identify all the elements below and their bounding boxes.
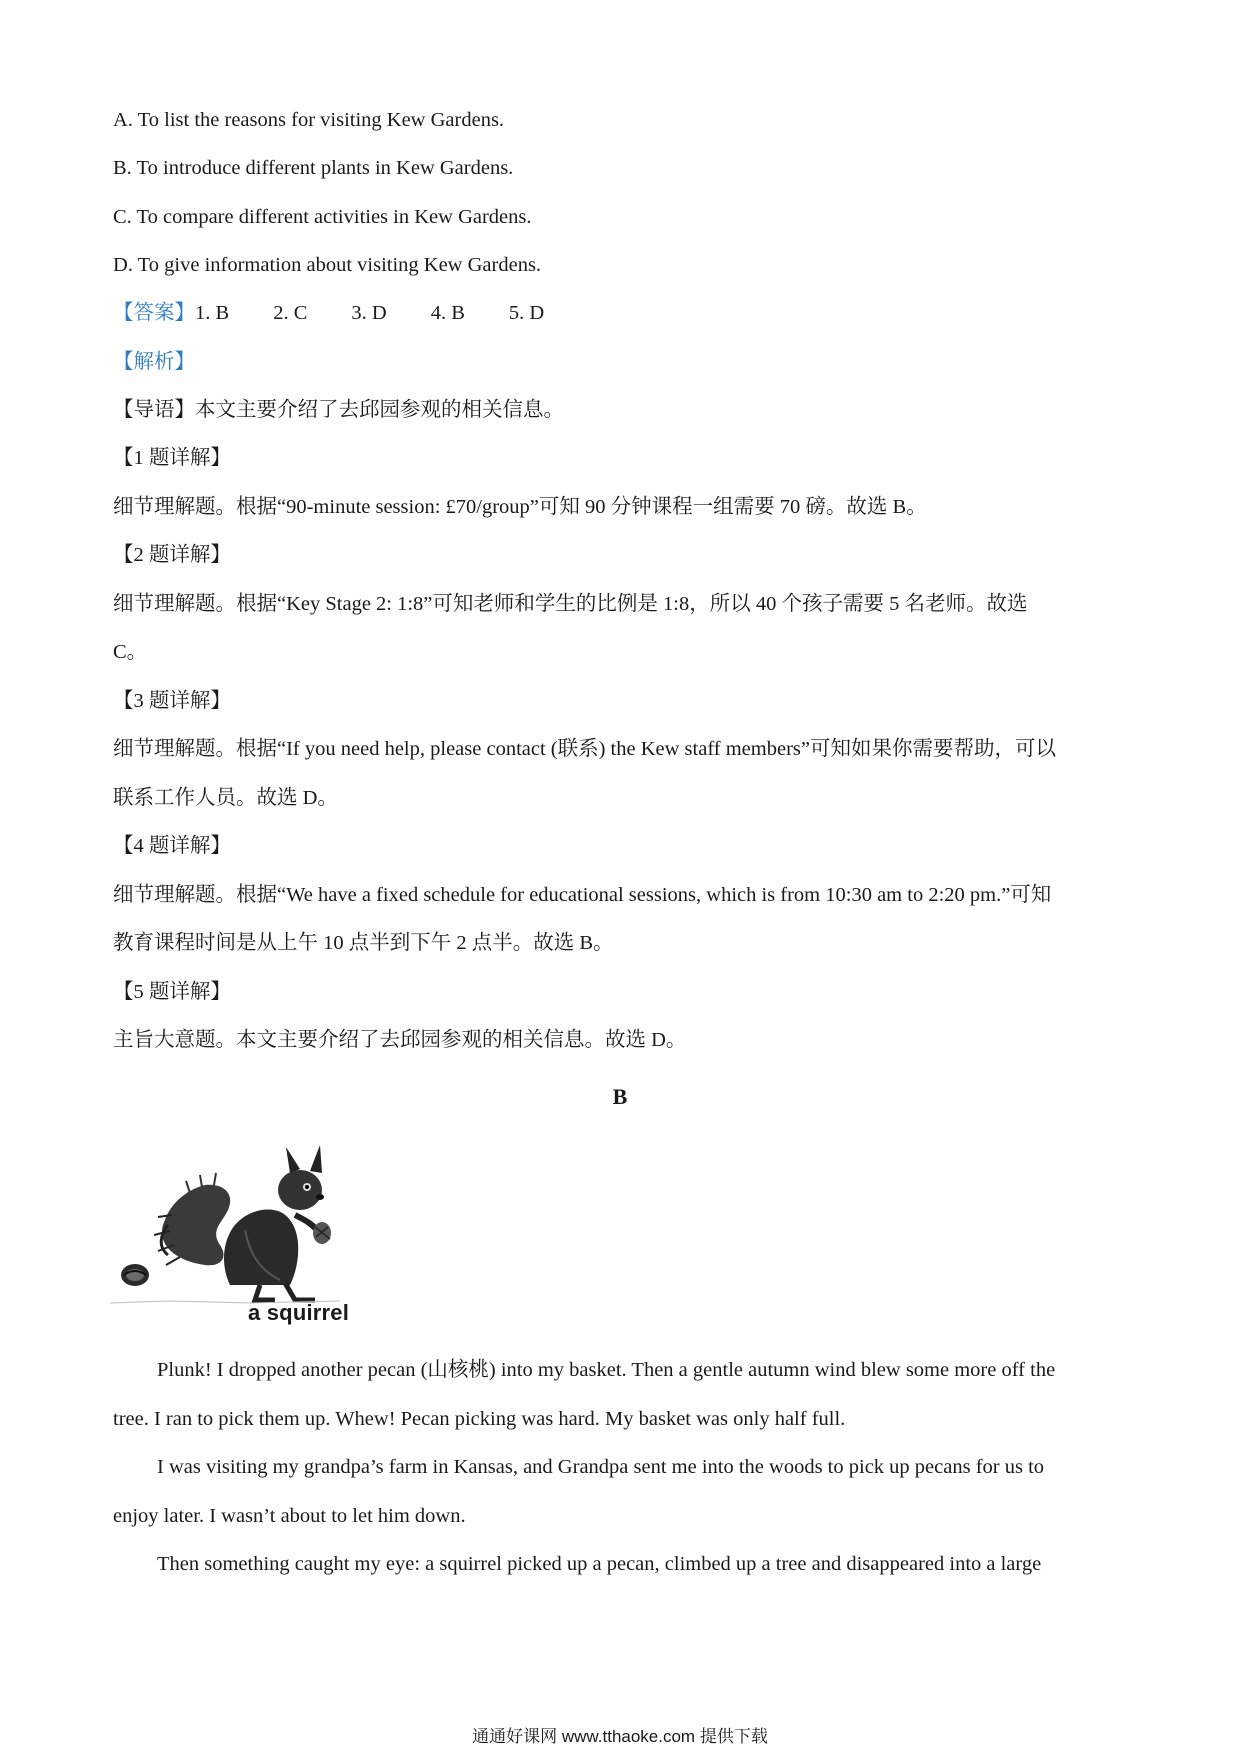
q5-title: 【5 题详解】 [113, 981, 231, 1003]
answer-item: 5. D [508, 302, 545, 324]
q5-text: 主旨大意题。本文主要介绍了去邱园参观的相关信息。故选 D。 [113, 1029, 687, 1051]
answer-item: 3. D [351, 302, 387, 324]
q3-text-line-1: 细节理解题。根据“If you need help, please contact (联系) the Kew staff members”可知如果你需要帮助，可以 [113, 738, 1056, 760]
answer-item: 4. B [430, 302, 465, 324]
answer-item: 2. C [273, 302, 308, 324]
paragraph-2-line-2: enjoy later. I wasn’t about to let him down. [113, 1505, 466, 1527]
option-d: D. To give information about visiting Kew Gardens. [113, 254, 542, 276]
q3-text-line-2: 联系工作人员。故选 D。 [113, 787, 338, 809]
q4-text-line-2: 教育课程时间是从上午 10 点半到下午 2 点半。故选 B。 [113, 932, 614, 954]
analysis-label: 【解析】 [113, 351, 195, 373]
answer-label: 【答案】 [113, 302, 195, 324]
q2-title: 【2 题详解】 [113, 544, 231, 566]
q4-title: 【4 题详解】 [113, 835, 231, 857]
q2-text-line-2: C。 [113, 641, 148, 663]
q1-title: 【1 题详解】 [113, 447, 231, 469]
q2-text-line-1: 细节理解题。根据“Key Stage 2: 1:8”可知老师和学生的比例是 1:8，所以 40 个孩子需要 5 名老师。故选 [113, 593, 1028, 615]
option-c: C. To compare different activities in Kew Gardens. [113, 206, 532, 228]
footer-watermark: 通通好课网 www.tthaoke.com 提供下载 [472, 1727, 768, 1746]
paragraph-1-line-2: tree. I ran to pick them up. Whew! Pecan picking was hard. My basket was only half full. [113, 1408, 846, 1430]
q4-text-line-1: 细节理解题。根据“We have a fixed schedule for educational sessions, which is from 10:30 am to 2:20 pm.”可知 [113, 884, 1052, 906]
paragraph-2-line-1: I was visiting my grandpa’s farm in Kansas, and Grandpa sent me into the woods to pick up pecans for us to [157, 1456, 1045, 1478]
q1-text: 细节理解题。根据“90-minute session: £70/group”可知 90 分钟课程一组需要 70 磅。故选 B。 [113, 496, 927, 518]
answer-line [113, 299, 588, 327]
paragraph-1-line-1: Plunk! I dropped another pecan (山核桃) into my basket. Then a gentle autumn wind blew some more off the [157, 1359, 1056, 1381]
option-a: A. To list the reasons for visiting Kew Gardens. [113, 109, 505, 131]
answer-item: 1. B [195, 302, 230, 324]
section-heading-b: B [612, 1084, 628, 1109]
paragraph-3-line-1: Then something caught my eye: a squirrel picked up a pecan, climbed up a tree and disappeared into a large [157, 1553, 1042, 1575]
option-b: B. To introduce different plants in Kew Gardens. [113, 157, 514, 179]
image-caption: a squirrel [248, 1300, 350, 1325]
q3-title: 【3 题详解】 [113, 690, 231, 712]
analysis-intro: 【导语】本文主要介绍了去邱园参观的相关信息。 [113, 399, 564, 421]
